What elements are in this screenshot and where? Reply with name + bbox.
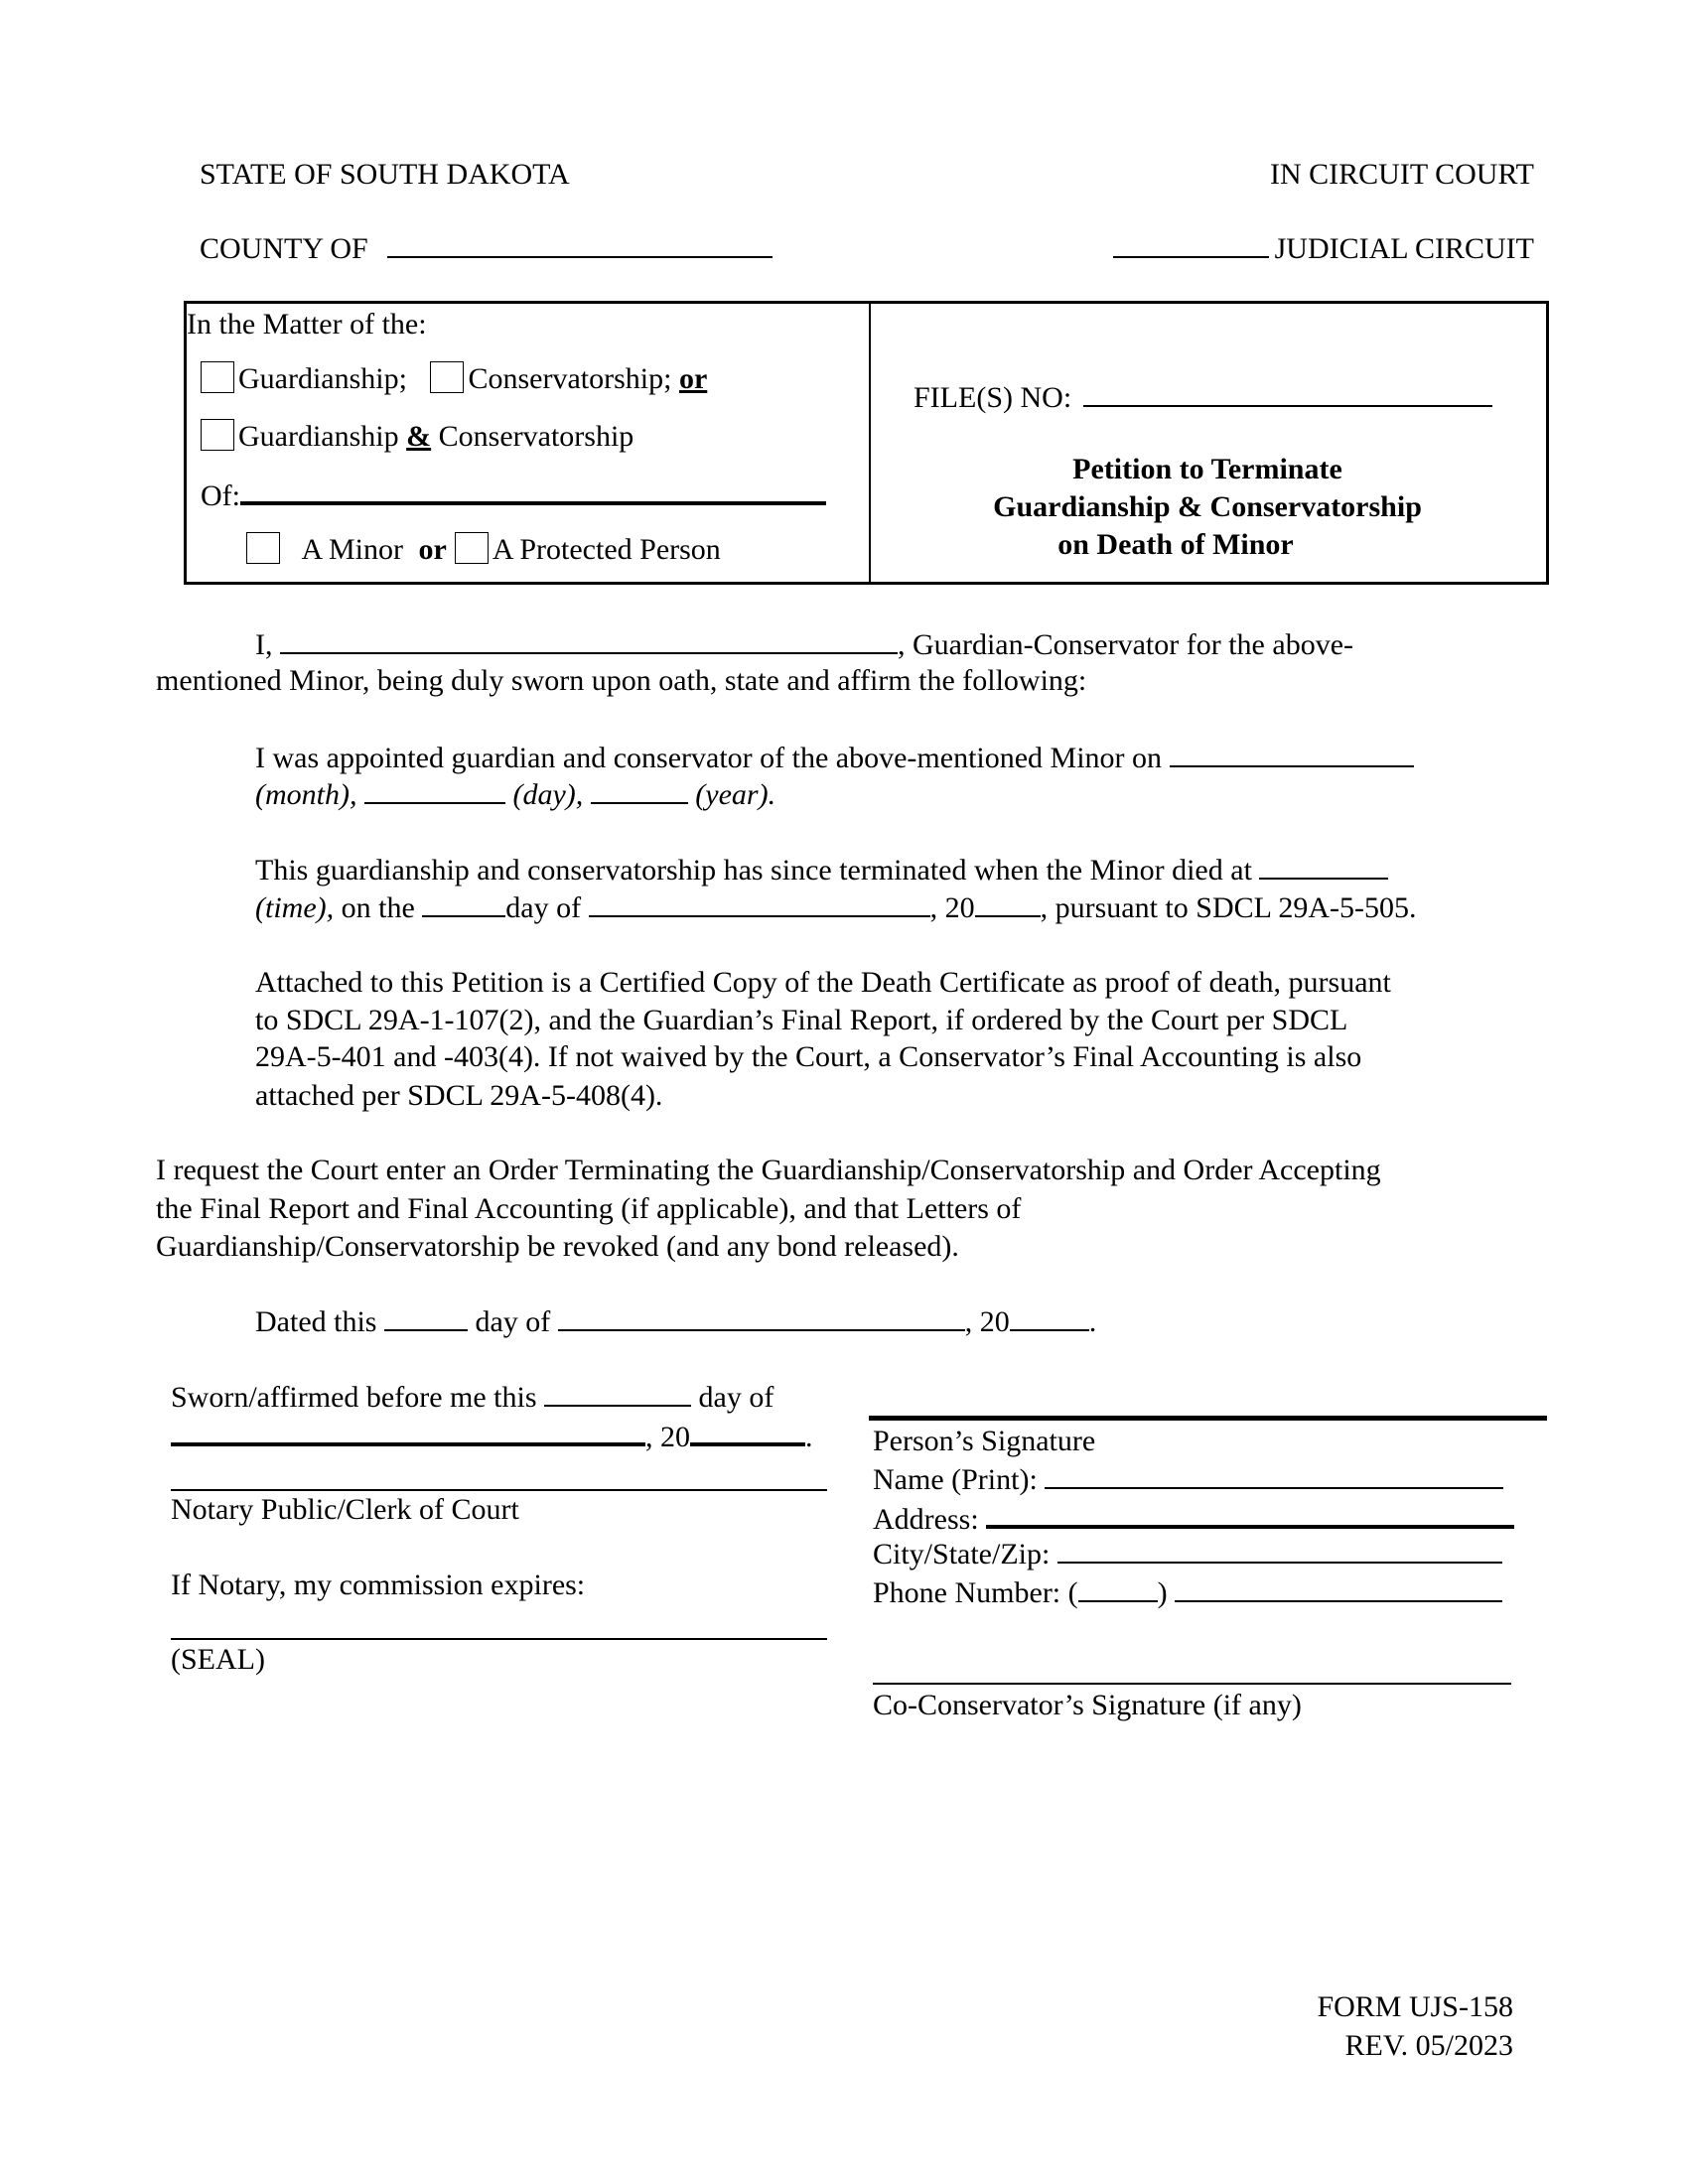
text: (day), (512, 778, 584, 811)
sworn-row-2 (171, 1417, 813, 1455)
ampersand: & (406, 420, 432, 453)
circuit-number-field[interactable] (1113, 230, 1269, 258)
notary-signature-line[interactable] (171, 1489, 827, 1491)
p4-line3: 29A-5-401 and -403(4). If not waived by the Court, a Conservator’s Final Accounting is also (255, 1040, 1362, 1073)
both-label-a: Guardianship (238, 420, 399, 453)
address-row (873, 1499, 1514, 1538)
county-row (200, 230, 773, 267)
form-title-3: on Death of Minor (1057, 528, 1294, 561)
person-signature-line[interactable] (869, 1416, 1547, 1421)
text: City/State/Zip: (873, 1538, 1051, 1570)
p2-line1 (255, 740, 1414, 776)
p5-line3: Guardianship/Conservatorship be revoked (and any bond released). (156, 1230, 959, 1263)
type-row-2 (201, 419, 633, 455)
text: (year). (695, 778, 776, 811)
circuit-label: JUDICIAL CIRCUIT (1274, 232, 1534, 265)
guardian-name-field[interactable] (280, 626, 898, 654)
of-name-field[interactable] (240, 476, 826, 505)
expires-label: If Notary, my commission expires: (171, 1569, 586, 1601)
city-field[interactable] (1057, 1536, 1502, 1564)
text: , Guardian-Conservator for the above- (898, 628, 1353, 661)
death-time-field[interactable] (1259, 852, 1388, 880)
state-label: STATE OF SOUTH DAKOTA (200, 158, 570, 191)
form-title-1: Petition to Terminate (1072, 453, 1342, 485)
text: . (1088, 1305, 1097, 1338)
name-row (873, 1461, 1503, 1498)
circuit-row (1113, 230, 1534, 267)
text: day of (475, 1305, 551, 1338)
p1-line2: mentioned Minor, being duly sworn upon oath, state and affirm the following: (156, 664, 1087, 697)
sworn-month-field[interactable] (171, 1417, 645, 1446)
sworn-year-field[interactable] (690, 1417, 805, 1446)
p1-line1 (255, 626, 1353, 663)
seal-label: (SEAL) (171, 1643, 265, 1676)
p4-line2: to SDCL 29A-1-107(2), and the Guardian’s Final Report, if ordered by the Court per SDCL (255, 1004, 1348, 1036)
co-conservator-signature-line[interactable] (873, 1683, 1511, 1685)
city-row (873, 1536, 1502, 1572)
court-label: IN CIRCUIT COURT (1270, 158, 1534, 191)
text: , 20 (645, 1421, 690, 1453)
p5-line1: I request the Court enter an Order Terminating the Guardianship/Conservatorship and Order Accepting (156, 1154, 1381, 1186)
of-label: Of: (201, 479, 240, 512)
appointed-year-field[interactable] (591, 776, 688, 804)
text: (time), (255, 891, 335, 924)
text: Sworn/affirmed before me this (171, 1381, 537, 1414)
conservatorship-label: Conservatorship; (468, 362, 672, 395)
file-number-field[interactable] (1083, 379, 1492, 407)
guardianship-checkbox[interactable] (201, 361, 234, 393)
type-row-1 (201, 361, 707, 397)
protected-person-label: A Protected Person (492, 533, 721, 566)
form-title-2: Guardianship & Conservatorship (993, 490, 1422, 523)
appointed-day-field[interactable] (364, 776, 505, 804)
protected-person-checkbox[interactable] (455, 532, 489, 564)
signature-label: Person’s Signature (873, 1425, 1096, 1457)
text: Address: (873, 1503, 979, 1536)
address-field[interactable] (986, 1499, 1514, 1529)
phone-row (873, 1574, 1502, 1611)
text: on the (341, 891, 415, 924)
text: I, (255, 628, 273, 661)
county-label: COUNTY OF (200, 232, 368, 265)
text: , 20 (929, 891, 975, 924)
conservatorship-checkbox[interactable] (430, 361, 464, 393)
text: I was appointed guardian and conservator of the above-mentioned Minor on (255, 742, 1163, 774)
dated-month-field[interactable] (558, 1303, 965, 1331)
text: ) (1157, 1576, 1168, 1609)
dated-year-field[interactable] (1010, 1303, 1089, 1331)
dated-row (255, 1303, 1096, 1340)
appointed-month-field[interactable] (1170, 740, 1414, 767)
death-day-field[interactable] (422, 889, 505, 917)
text: . (805, 1421, 813, 1453)
text: (month), (255, 778, 357, 811)
minor-checkbox[interactable] (246, 532, 280, 564)
minor-label: A Minor (301, 533, 404, 566)
death-year-field[interactable] (975, 889, 1041, 917)
co-conservator-label: Co-Conservator’s Signature (if any) (873, 1689, 1302, 1721)
p3-line2 (255, 889, 1416, 926)
file-label: FILE(S) NO: (914, 381, 1072, 414)
guardianship-conservatorship-checkbox[interactable] (201, 419, 234, 451)
or-label-2: or (418, 533, 447, 566)
guardianship-label: Guardianship; (238, 362, 407, 395)
p3-line1 (255, 852, 1388, 888)
sworn-row (171, 1379, 774, 1416)
text: This guardianship and conservatorship has since terminated when the Minor died at (255, 854, 1252, 887)
text: day of (698, 1381, 774, 1414)
name-field[interactable] (1045, 1461, 1503, 1489)
revision-date: REV. 05/2023 (1344, 2029, 1513, 2062)
county-field[interactable] (387, 230, 773, 258)
p2-line2 (255, 776, 775, 813)
form-number: FORM UJS-158 (1317, 1990, 1513, 2023)
area-code-field[interactable] (1078, 1574, 1158, 1602)
p4-line4: attached per SDCL 29A-5-408(4). (255, 1079, 663, 1112)
dated-day-field[interactable] (384, 1303, 468, 1331)
death-month-field[interactable] (589, 889, 930, 917)
or-label: or (678, 362, 708, 395)
text: , 20 (964, 1305, 1010, 1338)
text: , pursuant to SDCL 29A-5-505. (1040, 891, 1417, 924)
text: Phone Number: ( (873, 1576, 1078, 1609)
p5-line2: the Final Report and Final Accounting (if applicable), and that Letters of (156, 1192, 1022, 1225)
phone-field[interactable] (1175, 1574, 1502, 1602)
both-label-b: Conservatorship (438, 420, 634, 453)
person-type-row (246, 532, 721, 568)
text: day of (505, 891, 582, 924)
file-row (914, 379, 1492, 416)
sworn-day-field[interactable] (544, 1379, 691, 1407)
expires-line[interactable] (171, 1638, 827, 1640)
text: Dated this (255, 1305, 377, 1338)
text: Name (Print): (873, 1463, 1038, 1496)
p4-line1: Attached to this Petition is a Certified Copy of the Death Certificate as proof of death, pursuant (255, 966, 1391, 999)
notary-label: Notary Public/Clerk of Court (171, 1493, 519, 1526)
matter-label: In the Matter of the: (187, 308, 427, 341)
of-row (201, 476, 826, 514)
